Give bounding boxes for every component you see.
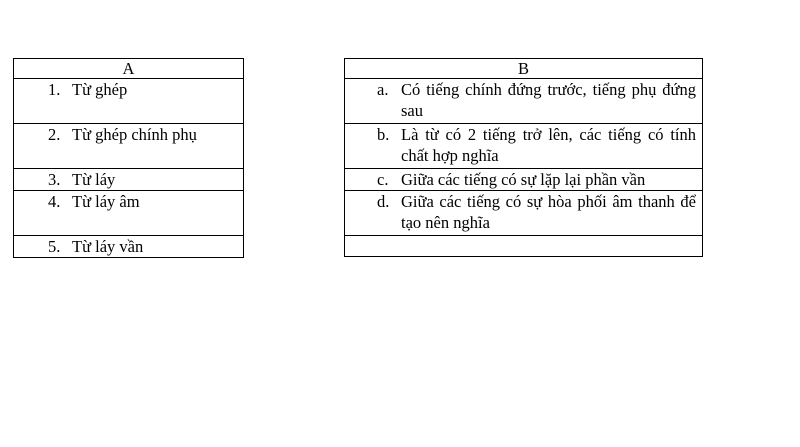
item-text: Giữa các tiếng có sự hòa phối âm thanh để tạo nên nghĩa bbox=[401, 192, 696, 232]
item-letter: d. bbox=[377, 192, 390, 211]
item-text: Từ láy âm bbox=[72, 192, 140, 211]
table-row bbox=[14, 79, 244, 124]
column-a-cell-5 bbox=[14, 236, 244, 258]
item-text: Từ láy vần bbox=[72, 237, 144, 256]
table-row bbox=[345, 191, 703, 236]
item-text: Là từ có 2 tiếng trở lên, các tiếng có tính chất hợp nghĩa bbox=[401, 125, 696, 165]
column-b-cell-b bbox=[345, 124, 703, 169]
table-row bbox=[345, 169, 703, 191]
item-letter: a. bbox=[377, 80, 389, 99]
item-text: Từ ghép bbox=[72, 80, 128, 99]
item-number: 1. bbox=[48, 80, 61, 99]
item-number: 3. bbox=[48, 170, 61, 189]
item-number: 2. bbox=[48, 125, 61, 144]
table-row bbox=[345, 79, 703, 124]
column-b-cell-c bbox=[345, 169, 703, 191]
column-a-cell-3 bbox=[14, 169, 244, 191]
table-row bbox=[345, 124, 703, 169]
item-letter: c. bbox=[377, 170, 389, 189]
item-number: 4. bbox=[48, 192, 61, 211]
item-text: Có tiếng chính đứng trước, tiếng phụ đứng sau bbox=[401, 80, 696, 120]
column-a-cell-1 bbox=[14, 79, 244, 124]
item-text: Từ láy bbox=[72, 170, 116, 189]
column-b-cell-a bbox=[345, 79, 703, 124]
table-row bbox=[14, 124, 244, 169]
table-row bbox=[14, 169, 244, 191]
item-text: Từ ghép chính phụ bbox=[72, 125, 197, 144]
column-b-cell-empty bbox=[345, 236, 703, 257]
column-b-cell-d bbox=[345, 191, 703, 236]
table-row bbox=[345, 236, 703, 257]
item-text: Giữa các tiếng có sự lặp lại phần vần bbox=[401, 170, 646, 189]
item-letter: b. bbox=[377, 125, 390, 144]
table-row bbox=[14, 191, 244, 236]
matching-table-a bbox=[13, 58, 244, 258]
matching-table-b bbox=[344, 58, 703, 257]
column-b-header: B bbox=[345, 59, 703, 79]
column-a-header: A bbox=[14, 59, 244, 79]
column-a-cell-2 bbox=[14, 124, 244, 169]
table-row bbox=[14, 236, 244, 258]
item-number: 5. bbox=[48, 237, 61, 256]
column-a-cell-4 bbox=[14, 191, 244, 236]
